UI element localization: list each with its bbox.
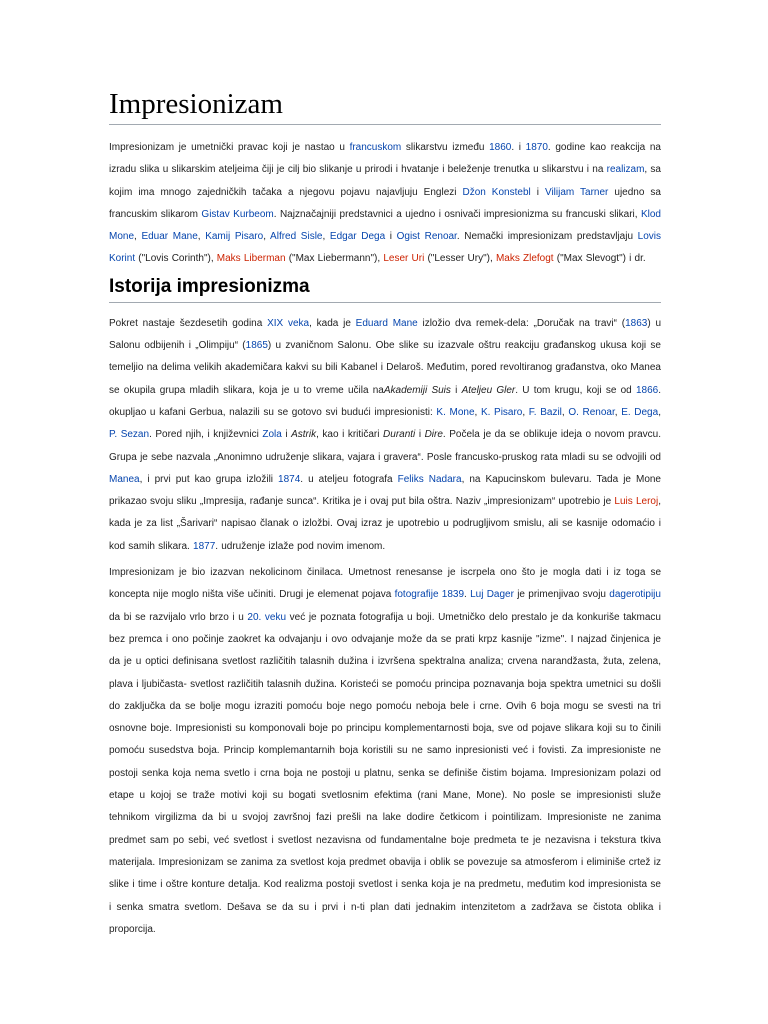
intro-section: [109, 137, 661, 271]
history-section: [109, 313, 661, 941]
wiki-link[interactable]: O. Renoar: [568, 406, 615, 418]
body-text: izložio dva remek-dela: „Doručak na travi“ (: [417, 317, 626, 329]
body-text: . okupljao u kafani Gerbua, nalazili su se gotovo svi budući impresionisti:: [109, 384, 661, 418]
wiki-link[interactable]: Kamij Pisaro: [205, 231, 264, 243]
wiki-link[interactable]: 20. veku: [247, 611, 287, 623]
body-text: . godine kao reakcija na izradu slika u slikarskim ateljeima čiji je cilj bio slikanje u prirodi i hvatanje i beleženje trenutka u slikarstvu i na: [109, 142, 661, 176]
body-text: , i prvi put kao grupa izložili: [139, 473, 279, 485]
body-text: i: [530, 186, 545, 198]
redlink[interactable]: Maks Zlefogt: [495, 253, 554, 265]
paragraph: [109, 137, 661, 271]
body-text: ("Lovis Corinth"),: [135, 253, 217, 265]
wiki-link[interactable]: K. Pisaro: [480, 406, 523, 418]
wiki-link[interactable]: E. Dega: [621, 406, 659, 418]
body-text: . U tom krugu, koji se od: [515, 384, 636, 396]
wiki-link[interactable]: Feliks Nadara: [397, 473, 462, 485]
wiki-link[interactable]: Zola: [262, 429, 282, 441]
body-text: , kada je za list „Šarivari“ napisao članak o izložbi. Ovaj izraz je upotrebio u podrugljivom smislu, ali se kasnije odomaćio i kod samih slikara.: [109, 496, 661, 552]
body-text: , sa kojim ima mnogo zajedničkih tačaka a njegovu pojavu najavljuju Englezi: [109, 164, 661, 198]
body-text: i: [385, 231, 397, 243]
body-text: ("Max Liebermann"),: [285, 253, 384, 265]
body-text: Impresionizam je umetnički pravac koji je nastao u: [109, 142, 350, 153]
wiki-link[interactable]: Vilijam Tarner: [544, 186, 609, 198]
emphasis-text: Akademiji Suis: [383, 384, 451, 396]
body-text: . Počela je da se oblikuje ideja o novom pravcu. Grupa je sebe nazvala „Anonimno udruženje slikara, vajara i gravera“. Posle francusko-pruskog rata mladi su se odvojili od: [109, 429, 661, 463]
body-text: slikarstvu između: [401, 142, 490, 153]
wiki-link[interactable]: Manea: [109, 473, 140, 485]
wiki-link[interactable]: francuskom: [349, 142, 402, 153]
body-text: ,: [658, 406, 661, 418]
body-text: ("Max Slevogt") i dr.: [553, 253, 646, 265]
body-text: ,: [197, 231, 206, 243]
redlink[interactable]: Maks Liberman: [216, 253, 286, 265]
body-text: Pokret nastaje šezdesetih godina: [109, 317, 268, 329]
emphasis-text: Duranti: [383, 429, 416, 441]
paragraph: [109, 313, 661, 558]
body-text: .: [464, 589, 471, 601]
wiki-link[interactable]: 1877: [193, 540, 216, 552]
body-text: ,: [263, 231, 271, 243]
section-heading: Istorija impresionizma: [109, 275, 661, 303]
wiki-link[interactable]: Klod Mone: [109, 208, 661, 243]
body-text: i: [415, 429, 425, 441]
body-text: i: [281, 429, 292, 441]
wiki-link[interactable]: Ogist Renoar: [396, 231, 457, 243]
wiki-link[interactable]: dagerotipiju: [609, 589, 661, 601]
wiki-link[interactable]: Džon Konstebl: [462, 186, 531, 198]
wiki-link[interactable]: F. Bazil: [528, 406, 562, 418]
body-text: . udruženje izlaže pod novim imenom.: [215, 540, 386, 552]
body-text: ,: [561, 406, 569, 418]
body-text: , kada je: [309, 317, 356, 329]
wiki-link[interactable]: XIX veka: [267, 317, 310, 329]
wiki-link[interactable]: 1860: [489, 142, 512, 153]
wiki-link[interactable]: 1874: [278, 473, 301, 485]
body-text: , kao i kritičari: [316, 429, 384, 441]
body-text: , na Kapucinskom bulevaru. Tada je Mone prikazao svoju sliku „Impresija, rađanje sunca“. Kritika je i ovaj put bila oštra. Naziv „impresionizam“ upotrebio je: [109, 473, 661, 508]
wiki-link[interactable]: Lovis Korint: [109, 231, 662, 265]
emphasis-text: Dire: [424, 429, 443, 441]
body-text: da bi se razvijalo vrlo brzo i u: [109, 611, 248, 623]
body-text: ,: [322, 231, 330, 243]
emphasis-text: Astrik: [291, 429, 317, 441]
body-text: ujedno sa francuskim slikarom: [109, 186, 661, 220]
body-text: ,: [614, 406, 622, 418]
wiki-link[interactable]: fotografije: [394, 589, 439, 601]
body-text: i: [450, 384, 462, 396]
body-text: . Pored njih, i književnici: [149, 429, 263, 441]
wiki-link[interactable]: K. Mone: [436, 406, 475, 418]
body-text: . i: [511, 142, 526, 153]
wiki-link[interactable]: 1865: [245, 340, 268, 352]
body-text: . Nemački impresionizam predstavljaju: [456, 231, 638, 243]
body-text: ("Lesser Ury"),: [424, 253, 496, 265]
body-text: ,: [474, 406, 481, 418]
wiki-link[interactable]: Eduard Mane: [355, 317, 418, 329]
body-text: ,: [134, 231, 142, 243]
wiki-link[interactable]: Alfred Sisle: [270, 231, 323, 243]
page-title: Impresionizam: [109, 86, 661, 125]
body-text: ) u zvaničnom Salonu. Obe slike su izazvale oštru reakciju građanskog ukusa koji se temeljio na delima velikih akademičara kakvi su bili Kabanel i Delaroš. Međutim, pored revoltiranog građanstva, oko Manea se okupila grupa mladih slikara, koja je u to vreme učila na: [109, 340, 661, 396]
redlink[interactable]: Luis Leroj: [614, 496, 659, 508]
wiki-link[interactable]: Gistav Kurbeom: [201, 208, 274, 220]
wiki-link[interactable]: Eduar Mane: [141, 231, 198, 243]
wiki-link[interactable]: Luj Dager: [470, 589, 514, 601]
paragraph: [109, 562, 661, 941]
wiki-link[interactable]: realizam: [606, 164, 645, 176]
article: [109, 86, 661, 945]
body-text: . Najznačajniji predstavnici a ujedno i osnivači impresionizma su francuski slikari,: [273, 208, 641, 220]
body-text: ) u Salonu odbijenih i „Olimpiju“ (: [109, 317, 662, 352]
body-text: . u ateljeu fotografa: [300, 473, 398, 485]
redlink[interactable]: Leser Uri: [383, 253, 425, 265]
body-text: ,: [522, 406, 529, 418]
wiki-link[interactable]: 1863: [625, 317, 648, 329]
body-text: Impresionizam je bio izazvan nekolicinom činilaca. Umetnost renesanse je iscrpela ono što je mogla dati i iz toga se koncepta nije moglo ništa više učiniti. Drugi je elemenat pojava: [109, 567, 661, 601]
body-text: već je poznata fotografija u boji. Umetničko delo prestalo je da konkuriše takmacu bez premca i ono počinje zaokret ka odvajanju i ovo odvajanje može da se prati krpz kasnije "izme". I najzad činjenica je da je u optici definisana svetlost različitih talasnih dužina i izvršena spektralna analiza; crvena narandžasta, žuta, zelena, plava i ljubičasta- svetlost različitih talasnih dužina. Koristeći se pomoću principa poznavanja boja spektra umetnici su došli do zaključka da se bolje mogu izraziti pomoću boje nego pomoću neboja bele i crne. Ovih 6 boja mogu se svesti na tri osnovne boje. Impresionisti su komponovali boje po principu komplementarnosti boja, sve od pojave slikara koji su to činili pomoću susedstva boja. Princip komplemantarnih boja koristili su ne samo inpresionisti već i fovisti. Za impresioniste ne postoji senka koja nema svetlo i crna boja ne postoji u platnu, senka se definiše čistim bojama. Impresionizam polazi od etape u kojoj se traže motivi koji su bogati svetlosnim efektima (rani Mane, Mone). No posle se impresionisti služe tehnikom virgilizma da bi u svojoj završnoj fazi prešli na lake dodire četkicom i pointilizam. Impresioniste ne zanima predmet sam po sebi, već svetlost i svetlost nezavisna od fundamentalne boje predmeta te je nezavisna i tekstura tkiva materijala. Impresionizam se zanima za svetlost koja predmet obavija i oblik se povezuje sa atmosferom i eliminiše crtež iz slike i time i oštre konture detalja. Kod realizma postoji svetlost i senka koja je na predmetu, međutim kod impresionista se i senka smatra svetlom. Dešava se da su i prvi i n-ti plan dati jednakim intenzitetom a zadržava se čistota oblika i proporcija.: [109, 611, 661, 935]
wiki-link[interactable]: 1839: [441, 589, 465, 601]
wiki-link[interactable]: 1870: [525, 142, 548, 153]
wiki-link[interactable]: P. Sezan: [109, 429, 150, 441]
wiki-link[interactable]: 1866: [635, 384, 659, 396]
emphasis-text: Ateljeu Gler: [461, 384, 516, 396]
body-text: je primenjivao svoju: [513, 589, 610, 601]
wiki-link[interactable]: Edgar Dega: [329, 231, 386, 243]
